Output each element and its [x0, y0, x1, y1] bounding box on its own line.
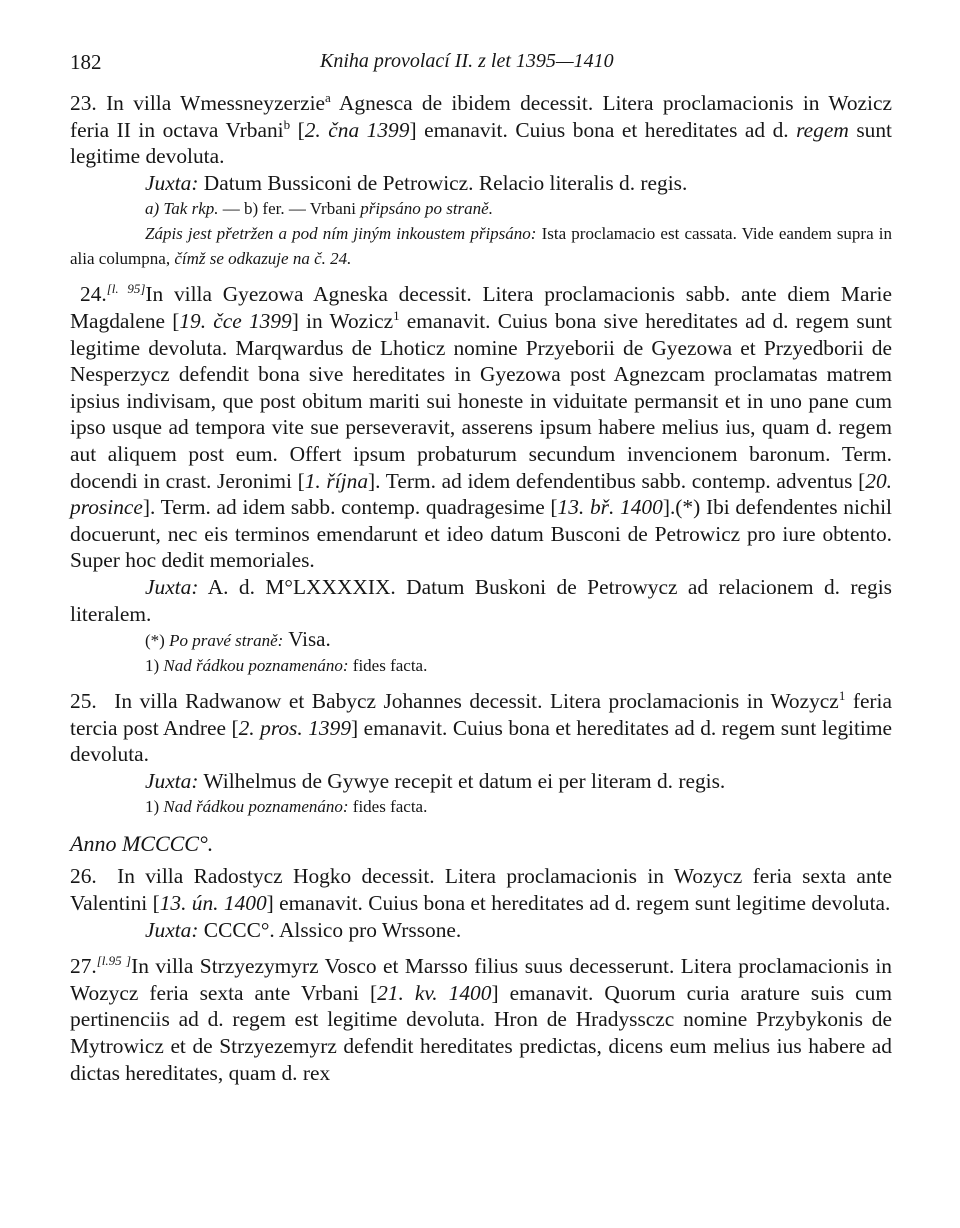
- entry-23: 23. In villa Wmessneyzerzie$^a$ Agnesca de ibidem decessit. Litera proclamacionis in Wozicz feria II in octava Vrbani$^b$ [2. čna 1399] emanavit. Cuius bona et hereditates ad d. regem sunt legitime devoluta.: [70, 89, 892, 169]
- entry-26: 26. In villa Radostycz Hogko decessit. Litera proclamacionis in Wozycz feria sexta ante Valentini [13. ún. 1400] emanavit. Cuius bona et hereditates ad d. regem sunt legitime devoluta.: [70, 864, 892, 916]
- footnote-1: 1) Nad řádkou poznamenáno: fides facta.: [145, 797, 428, 817]
- document-page: [70, 40, 892, 1086]
- date: 20. prosince: [70, 468, 892, 520]
- juxta-line: Juxta: Datum Bussiconi de Petrowicz. Relacio literalis d. regis.: [145, 170, 688, 195]
- juxta-line: Juxta: A. d. M°LXXXXIX. Datum Buskoni de Petrowycz ad relacionem d. regis literalem.: [70, 574, 892, 626]
- entry-number: 25.: [70, 689, 97, 714]
- entry-25: 25. In villa Radwanow et Babycz Johannes decessit. Litera proclamacionis in Wozycz$^1$ feria tercia post Andree [2. pros. 1399] emanavit. Cuius bona et hereditates ad d. regem sunt legitime devoluta.: [70, 687, 892, 767]
- footnote-star: (*) Po pravé straně: Visa.: [145, 627, 331, 652]
- entry-27: 27.[l.95 ]In villa Strzyezymyrz Vosco et Marsso filius suus decesserunt. Litera proclamacionis in Wozycz feria sexta ante Vrbani [21. kv. 1400] emanavit. Quorum curia arature suis cum pertinenciis ad d. regem est legitime devoluta. Hron de Hradyssczc nomine Przybykonis de Mytrowicz et de Strzyezemyrz defendit hereditates predictas, dicens eum melius ius habere ad dictas hereditates, quam d. rex: [70, 953, 893, 1085]
- footnote-mark: b: [283, 116, 291, 132]
- footnote-1: 1) Nad řádkou poznamenáno: fides facta.: [145, 656, 428, 676]
- footnote-mark: a: [325, 89, 331, 105]
- year-heading: Anno MCCCC°.: [70, 831, 214, 857]
- date: 13. bř. 1400: [557, 495, 663, 520]
- footnotes: a) Tak rkp. — b) fer. — Vrbani připsáno po straně.: [145, 199, 493, 219]
- entry-24: 24.[l. 95]In villa Gyezowa Agneska decessit. Litera proclamacionis sabb. ante diem Marie Magdalene [19. čce 1399] in Wozicz$^1$ emanavit. Cuius bona sive hereditates ad d. regem sunt legitime devoluta. Marqwardus de Lhoticz nomine Przyeborii de Gyezowa et Przyedborii de Nesperzycz defendit bona sive hereditates in Gyezowa post Agnezcam proclamatas matrem ipsius indivisam, que post obitum mariti sui honeste in viduitate permansit et in uno pane cum ipso usque ad tempora vite sue perseveravit, asserens ipsum habere melius ius, quam d. regem aut aliquem post eum. Offert ipsum probaturum secundum invencionem baronum. Term. docendi in crast. Jeronimi [1. října]. Term. ad idem defendentibus sabb. contemp. adventus [20. prosince]. Term. ad idem sabb. contemp. quadragesime [13. bř. 1400].(*) Ibi defendentes nichil docuerunt, nec eis terminos emendarunt et ideo datum Busconi de Petrowicz pro iure obtento. Super hoc dedit memoriales.: [70, 281, 892, 573]
- running-title: Kniha provolací II. z let 1395—1410: [320, 50, 614, 72]
- entry-number: 26.: [70, 864, 97, 889]
- entry-number: 23.: [70, 91, 97, 115]
- page-header: [70, 40, 892, 80]
- date: 2. čna 1399: [304, 117, 410, 142]
- juxta-line: Juxta: CCCC°. Alssico pro Wrssone.: [145, 917, 462, 942]
- juxta-line: Juxta: Wilhelmus de Gywye recepit et datum ei per literam d. regis.: [145, 768, 726, 793]
- date: 21. kv. 1400: [377, 980, 492, 1005]
- date: 13. ún. 1400: [159, 891, 267, 916]
- entry-number: 27.: [70, 954, 97, 979]
- date: 19. čce 1399: [179, 308, 292, 333]
- cancellation-note: Zápis jest přetržen a pod ním jiným inkoustem připsáno: Ista proclamacio est cassata. Vide eandem supra in alia columpna, čímž se odkazuje na č. 24.: [70, 224, 892, 269]
- page-number: 182: [70, 50, 102, 74]
- leaf-reference: [l. 95]: [106, 281, 146, 297]
- date: 1. října: [304, 468, 369, 493]
- leaf-reference: [l.95 ]: [96, 953, 132, 969]
- date: 2. pros. 1399: [238, 715, 352, 740]
- entry-number: 24.: [80, 282, 107, 307]
